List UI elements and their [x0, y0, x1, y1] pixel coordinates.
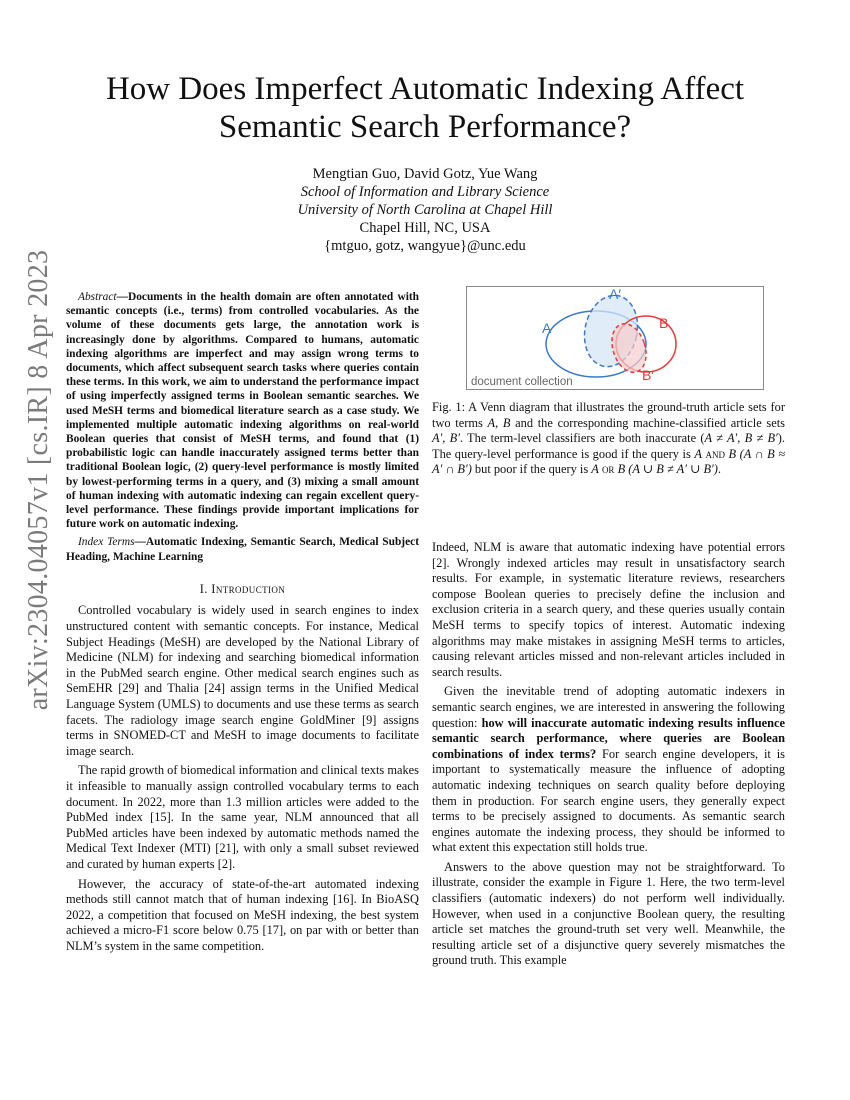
- author-affiliation-university: University of North Carolina at Chapel Hill: [297, 202, 553, 218]
- author-location: Chapel Hill, NC, USA: [359, 220, 491, 236]
- section-heading-introduction: I. Introduction: [199, 581, 286, 596]
- caption-text-6: .: [717, 462, 721, 477]
- caption-math-7: A: [591, 462, 599, 477]
- arxiv-side-stamp: [14, 249, 64, 711]
- caption-text-5: but poor if the query is: [471, 462, 592, 477]
- caption-math-6: (A ∩ B ≈ A′ ∩ B′): [432, 446, 786, 477]
- caption-math-9: (A ∪ B ≠ A′ ∪ B′): [625, 462, 718, 477]
- title-line-2: Semantic Search Performance?: [218, 109, 632, 145]
- caption-math-3: A ≠ A′, B ≠ B′: [704, 431, 778, 446]
- paper-title: [60, 70, 790, 146]
- left-column: [66, 290, 419, 959]
- author-names: Mengtian Guo, David Gotz, Yue Wang: [312, 166, 538, 182]
- figure-caption: [432, 400, 785, 478]
- caption-text-3: . The term-level classifiers are both inaccurate (: [459, 431, 705, 446]
- author-affiliation-school: School of Information and Library Science: [300, 184, 550, 200]
- abstract: [66, 290, 419, 531]
- body-paragraph-indeed: Indeed, NLM is aware that automatic indexing have potential errors [2]. Wrongly indexed articles may result in unsatisfactory search results. For example, in systematic literature reviews, researchers compose Boolean queries to precisely define the inclusion and exclusion criteria in a search query, and these queries usually contain MeSH terms to specify topics of interest. Automatic indexing algorithms may make mistakes in assigning MeSH terms to articles, causing relevant articles missed and non-relevant articles included in search results.: [432, 540, 785, 679]
- caption-math-4: A: [694, 446, 702, 461]
- question-lead-in: Given the inevitable trend of adopting automatic indexers in semantic search engines, we are interested in answering the following question:: [432, 684, 785, 730]
- label-a: A: [542, 320, 552, 336]
- intro-paragraph-3: However, the accuracy of state-of-the-art automated indexing methods still cannot match that of human indexing [16]. In BioASQ 2022, a competition that focused on MeSH indexing, the best system achieved a micro-F1 score below 0.75 [17], on par with or better than NLM’s system in the same competition.: [66, 876, 419, 953]
- label-a-prime: A′: [609, 286, 621, 302]
- venn-diagram-svg: [466, 286, 764, 390]
- abstract-label: Abstract: [78, 291, 117, 303]
- right-column: [432, 540, 785, 973]
- caption-text-2: and the corresponding machine-classified article sets: [510, 415, 785, 430]
- author-block: [200, 165, 650, 255]
- index-terms: [66, 535, 419, 563]
- caption-math-1: A, B: [487, 415, 511, 430]
- caption-math-8: B: [617, 462, 626, 477]
- arxiv-identifier: arXiv:2304.04057v1 [cs.IR] 8 Apr 2023: [23, 249, 54, 711]
- caption-or-operator: or: [601, 462, 615, 477]
- body-paragraph-question: [432, 684, 785, 856]
- author-email: {mtguo, gotz, wangyue}@unc.edu: [324, 238, 526, 254]
- index-terms-label: Index Terms: [78, 536, 135, 549]
- title-line-1: How Does Imperfect Automatic Indexing Affect: [105, 71, 745, 107]
- question-follow-up: For search engine developers, it is important to systematically measure the influence of adopting automatic indexing techniques on search quality before deploying them in production. For search engine users, they generally expect terms to be precisely assigned to documents. As semantic search engines automate the indexing process, they should be informed to what extent this expectation still holds true.: [432, 746, 785, 855]
- caption-math-2: A′, B′: [432, 431, 460, 446]
- caption-text-4: ). The query-level performance is good if the query is: [432, 431, 785, 461]
- research-question: how will inaccurate automatic indexing results influence semantic search performance, where queries are Boolean combinations of index terms?: [432, 715, 785, 761]
- intro-paragraph-1: Controlled vocabulary is widely used in search engines to index unstructured content with semantic concepts. For instance, Medical Subject Headings (MeSH) are developed by the National Library of Medicine (NLM) for indexing and searching biomedical information in the PubMed search engine. Other medical search engines such as SemEHR [29] and Thalia [24] assign terms in the Unified Medical Language System (UMLS) to documents and use these terms as search facets. The radiology image search engine GoldMiner [9] assigns terms in SNOMED-CT and MeSH to image documents to facilitate image search.: [66, 603, 419, 758]
- caption-math-5: B: [728, 446, 737, 461]
- label-b-prime: B′: [642, 367, 654, 383]
- index-terms-text: —Automatic Indexing, Semantic Search, Medical Subject Heading, Machine Learning: [66, 536, 419, 563]
- body-paragraph-answers: Answers to the above question may not be straightforward. To illustrate, consider the example in Figure 1. Here, the two term-level classifiers (automatic indexers) do not perform well individually. However, when used in a conjunctive Boolean query, the resulting article set matches the ground-truth set very well. Meanwhile, the resulting article set of a disjunctive query severely mismatches the ground truth. This example: [432, 859, 785, 968]
- intro-paragraph-2: The rapid growth of biomedical information and clinical texts makes it infeasible to manually assign controlled vocabulary terms to each document. In 2022, more than 1.3 million articles were added to the PubMed index [15]. In the same year, NLM announced that all PubMed articles have been indexed by automatic methods named the Medical Text Indexer (MTI) [21], with only a small subset reviewed and curated by human experts [2].: [66, 763, 419, 871]
- abstract-text: —Documents in the health domain are often annotated with semantic concepts (i.e., terms) from controlled vocabularies. As the volume of these documents gets large, the annotation work is increasingly done by algorithms. Compared to humans, automatic indexing algorithms are imperfect and may assign wrong terms to documents, which affect subsequent search tasks where queries contain these terms. In this work, we aim to understand the performance impact of using imperfectly assigned terms in Boolean semantic searches. We used MeSH terms and biomedical literature search as a case study. We implemented multiple automatic indexing algorithms on real-world Boolean queries that consist of MeSH terms, and found that (1) probabilistic logic can handle inaccurately assigned terms better than traditional Boolean logic, (2) query-level performance is mostly limited by lowest-performing terms in a query, and (3) mixing a small amount of human indexing with automatic indexing can regain excellent query-level performance. These findings provide important implications for future work on automatic indexing.: [66, 291, 419, 531]
- figure-venn-diagram: [466, 286, 764, 390]
- document-collection-label: document collection: [471, 376, 573, 388]
- label-b: B: [659, 315, 669, 331]
- caption-and-operator: and: [705, 446, 725, 461]
- caption-text-1: Fig. 1: A Venn diagram that illustrates the ground-truth article sets for two terms: [432, 400, 785, 430]
